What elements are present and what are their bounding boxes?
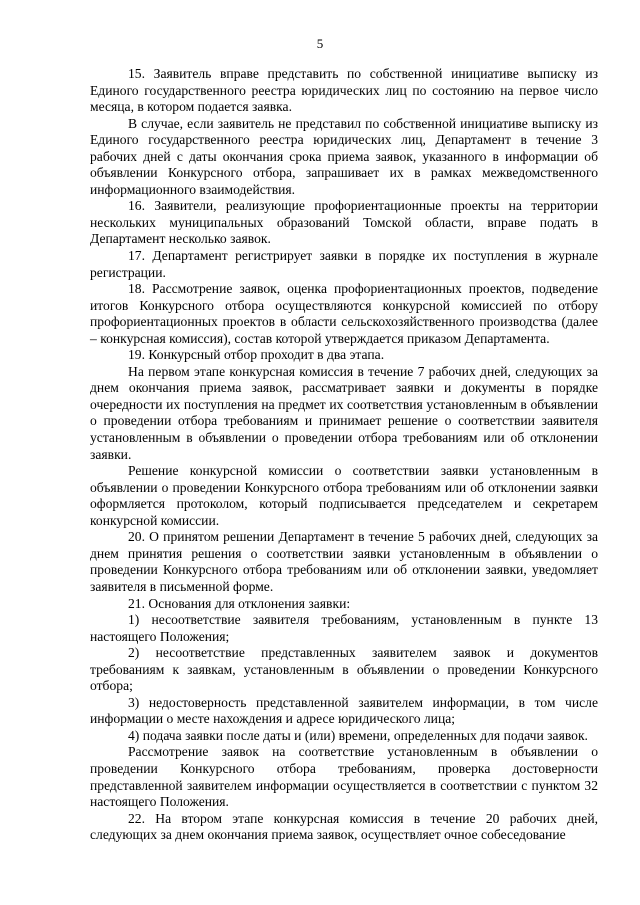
paragraph-19-decision: Решение конкурсной комиссии о соответствии заявки установленным в объявлении о проведении Конкурсного отбора требованиям или об отклонении заявки оформляется протоколом, который подписывается председателем и секретарем конкурсной комиссии. <box>90 463 598 528</box>
page-number: 5 <box>316 36 324 51</box>
paragraph-19-first-stage: На первом этапе конкурсная комиссия в течение 7 рабочих дней, следующих за днем окончания приема заявок, рассматривает заявки и документы в порядке очередности их поступления на предмет их соответствия установленным в объявлении о проведении отбора требованиям и принимает решение о соответствии заявителя установленным в объявлении о проведении отбора требованиям или об отклонении заявки. <box>90 363 598 462</box>
paragraph-15-extract-request: В случае, если заявитель не представил по собственной инициативе выписку из Единого государственного реестра юридических лиц, Департамент в течение 3 рабочих дней с даты окончания срока приема заявок, указанного в информации об объявлении Конкурсного отбора, запрашивает их в рамках межведомственного информационного взаимодействия. <box>90 115 598 197</box>
paragraph-17: 17. Департамент регистрирует заявки в порядке их поступления в журнале регистрации. <box>90 248 598 280</box>
list-item-21-1: 1) несоответствие заявителя требованиям, установленным в пункте 13 настоящего Положения; <box>90 612 598 644</box>
paragraph-16: 16. Заявители, реализующие профориентационные проекты на территории нескольких муниципальных образований Томской области, вправе подать в Департамент несколько заявок. <box>90 198 598 247</box>
paragraph-18: 18. Рассмотрение заявок, оценка профориентационных проектов, подведение итогов Конкурсного отбора осуществляются конкурсной комиссией по отбору профориентационных проектов в области сельскохозяйственного производства (далее – конкурсная комиссия), состав которой утверждается приказом Департамента. <box>90 281 598 346</box>
list-item-21-4: 4) подача заявки после даты и (или) времени, определенных для подачи заявок. <box>128 727 588 743</box>
list-item-21-3: 3) недостоверность представленной заявителем информации, в том числе информации о месте нахождения и адресе юридического лица; <box>90 694 598 727</box>
paragraph-19: 19. Конкурсный отбор проходит в два этапа. <box>128 347 385 363</box>
document-body <box>90 66 598 844</box>
paragraph-22: 22. На втором этапе конкурсная комиссия в течение 20 рабочих дней, следующих за днем окончания приема заявок, осуществляет очное собеседование <box>90 810 598 843</box>
paragraph-15: 15. Заявитель вправе представить по собственной инициативе выписку из Единого государственного реестра юридических лиц по состоянию на первое число месяца, в котором подается заявка. <box>90 66 598 115</box>
paragraph-21-review: Рассмотрение заявок на соответствие установленным в объявлении о проведении Конкурсного отбора требованиям, проверка достоверности представленной заявителем информации осуществляется в соответствии с пунктом 32 настоящего Положения. <box>90 744 598 810</box>
paragraph-21: 21. Основания для отклонения заявки: <box>128 595 351 611</box>
paragraph-20: 20. О принятом решении Департамент в течение 5 рабочих дней, следующих за днем принятия решения о соответствии заявки установленным в объявлении о проведении Конкурсного отбора требованиям или об отклонении заявки, уведомляет заявителя в письменной форме. <box>90 529 598 594</box>
list-item-21-2: 2) несоответствие представленных заявителем заявок и документов требованиям к заявкам, установленным в объявлении о проведении Конкурсного отбора; <box>90 645 598 694</box>
